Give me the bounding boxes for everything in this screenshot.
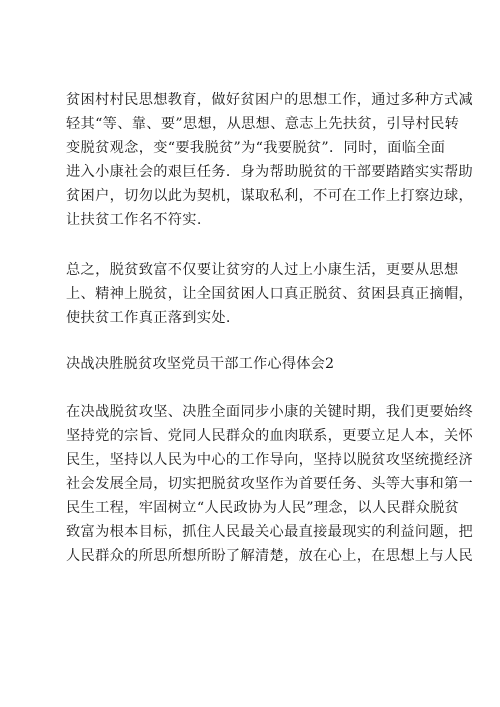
- paragraph-summary: [66, 258, 474, 330]
- text-line: 进入小康社会的艰巨任务．身为帮助脱贫的干部要踏踏实实帮助: [66, 164, 474, 180]
- text-line: 致富为根本目标，抓住人民最关心最直接最现实的利益问题，把: [66, 524, 474, 540]
- paragraph-poverty-education: [66, 88, 474, 232]
- paragraph-spacer: [66, 232, 446, 258]
- text-line: 坚持党的宗旨、党同人民群众的血肉联系，更要立足人本，关怀: [66, 428, 474, 444]
- text-line: 轻其“等、靠、要”思想，从思想、意志上先扶贫，引导村民转: [66, 116, 460, 132]
- paragraph-spacer: [66, 376, 446, 400]
- paragraph-decisive-battle: [66, 400, 474, 568]
- section-heading: [66, 352, 446, 376]
- text-line: 社会发展全局，切实把脱贫攻坚作为首要任务、头等大事和第一: [66, 476, 474, 492]
- paragraph-spacer: [66, 330, 446, 352]
- text-line: 民生，坚持以人民为中心的工作导向，坚持以脱贫攻坚统揽经济: [66, 452, 474, 468]
- text-line: 人民群众的所思所想所盼了解清楚，放在心上，在思想上与人民: [66, 548, 474, 564]
- text-line: 使扶贫工作真正落到实处.: [66, 310, 231, 326]
- text-line: 民生工程，牢固树立“人民政协为人民”理念，以人民群众脱贫: [66, 500, 460, 516]
- text-line: 在决战脱贫攻坚、决胜全面同步小康的关键时期，我们更要始终: [66, 404, 474, 420]
- document-page: [66, 88, 474, 568]
- text-line: 上、精神上脱贫，让全国贫困人口真正脱贫、贫困县真正摘帽，: [66, 286, 474, 302]
- heading-text: 决战决胜脱贫攻坚党员干部工作心得体会2: [66, 356, 335, 372]
- text-line: 让扶贫工作名不符实.: [66, 212, 202, 228]
- text-line: 贫困户，切勿以此为契机，谋取私利，不可在工作上打察边球，: [66, 188, 474, 204]
- text-line: 总之，脱贫致富不仅要让贫穷的人过上小康生活，更要从思想: [66, 262, 459, 278]
- text-line: 变脱贫观念，变“要我脱贫”为“我要脱贫”．同时，面临全面: [66, 140, 446, 156]
- text-line: 贫困村村民思想教育，做好贫困户的思想工作，通过多种方式减: [66, 92, 474, 108]
